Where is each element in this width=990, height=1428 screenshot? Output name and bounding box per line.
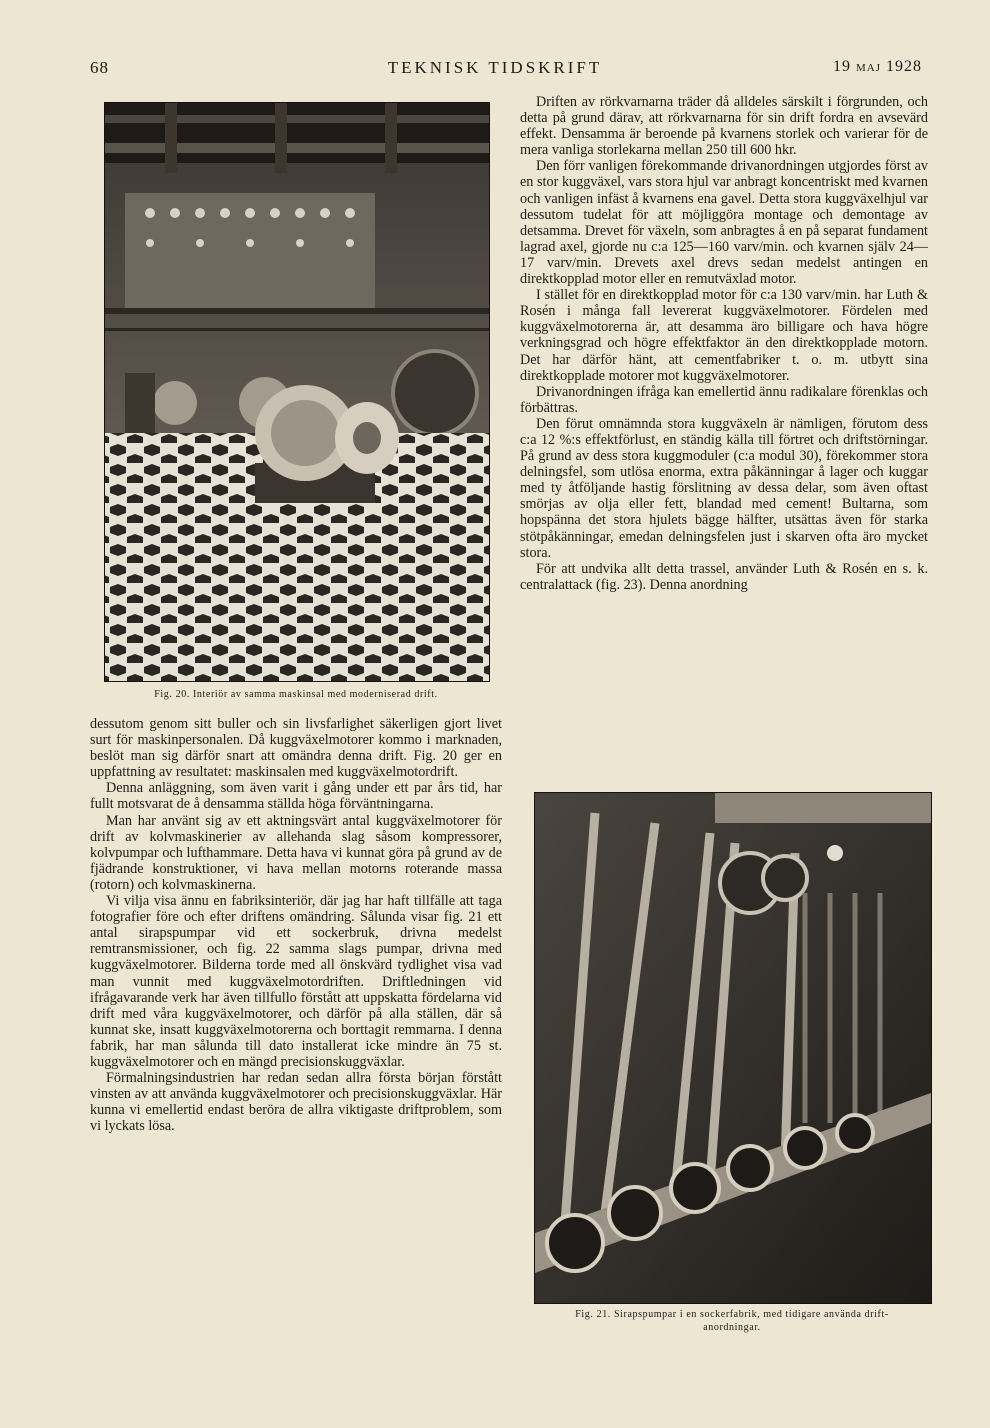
paragraph: Vi vilja visa ännu en fabriksinteriör, där jag har haft tillfälle att taga fotografier före och efter driftens omändring. Sålunda visar fig. 21 ett antal sirapspumpar vid ett sockerbruk, drivna medelst remtransmissioner, och fig. 22 samma slags pumpar, drivna med kuggväxelmotorer. Bilderna torde med all önskvärd tydlighet visa vad man vunnit med kuggväxelmotordriften. Driftledningen vid ifrågavarande verk har även tillfullo förstått att uppskatta fördelarna vid drift med våra kuggväxelmotorer, och därför på alla ställen, där så kunnat ske, insatt kuggväxelmotorerna och borttagit remmarna. I denna fabrik, har man sålunda till dato installerat icke mindre än 75 st. kuggväxelmotorer och en mängd precisionskuggväxlar. [90, 893, 502, 1070]
paragraph: dessutom genom sitt buller och sin livsfarlighet säkerligen gjort livet surt för maskinpersonalen. Då kuggväxelmotorer kommo i marknaden, beslöt man sig därför snart att omändra denna drift. Fig. 20 ger en uppfattning av resultatet: maskinsalen med kuggväxelmotordrift. [90, 716, 502, 781]
journal-title: TEKNISK TIDSKRIFT [387, 58, 603, 77]
date-month: MAJ [855, 62, 881, 74]
left-text-column [90, 716, 502, 1134]
figure-21-photo [534, 792, 932, 1304]
paragraph: Driften av rörkvarnarna träder då alldeles särskilt i förgrunden, och detta på grund därav, att rörkvarnarna för sin drift fordra en avsevärd effekt. Densamma är beroende på kvarnens storlek och varierar för de mera vanliga storlekarna mellan 250 till 600 hkr. [520, 94, 928, 159]
figure-21-caption [534, 1308, 930, 1334]
date-year: 1928 [886, 58, 922, 75]
paragraph: Förmalningsindustrien har redan sedan allra första början förstått vinsten av att använda kuggväxelmotorer och precisionskuggväxlar. Här kunna vi emellertid endast beröra de allra viktigaste driftproblem, som vi lyckats lösa. [90, 1070, 502, 1135]
page-number: 68 [90, 58, 109, 77]
figure-21-caption-line2: anordningar. [703, 1322, 761, 1333]
date-day: 19 [832, 58, 851, 75]
right-text-column [520, 94, 928, 593]
paragraph: Den förut omnämnda stora kuggväxeln är nämligen, förutom dess c:a 12 %:s effektförlust, en ständig källa till förtret och driftstörningar. På grund av dess stora kuggmoduler (c:a modul 30), förekommer stora delningsfel, som utlösa enorma, extra påkänningar å lager och kuggar med ty åtföljande hastig förslitning av dessa delar, som även oftast smörjas av olja eller fett, blandad med cement! Bultarna, som hopspänna det stora hjulets bägge hälfter, utsättas även för starka stötpåkänningar, emedan delningsfelen just i skarven ofta äro mycket stora. [520, 415, 928, 561]
figure-20-photo [104, 102, 490, 682]
paragraph: I stället för en direktkopplad motor för c:a 130 varv/min. har Luth & Rosén i många fall levererat kuggväxelmotorer. Fördelen med kuggväxelmotorerna är, att desamma äro billigare och hava högre verkningsgrad och högre effektfaktor än den direktkopplade motorn. Det har därför hänt, att cementfabriker t. o. m. utbytt sina direktkopplade motorer mot kuggväxelmotorer. [520, 287, 928, 384]
paragraph: För att undvika allt detta trassel, använder Luth & Rosén en s. k. centralattack (fig. 23). Denna anordning [520, 560, 928, 593]
paragraph: Den förr vanligen förekommande drivanordningen utgjordes först av en stor kuggväxel, vars stora hjul var anbragt koncentriskt med kvarnen och vanligen infäst å kvarnens ena gavel. Detta stora kuggväxelhjul var dessutom tudelat för att möjliggöra montage och demontage av detsamma. Drevet för växeln, som anbragtes å en på separat fundament lagrad axel, gjorde nu c:a 125—160 varv/min. och kvarnen själv 24—17 varv/min. Drevets axel drevs sedan medelst antingen en direktkopplad motor eller en remutväxlad motor. [520, 158, 928, 288]
issue-date [833, 58, 922, 76]
paragraph: Drivanordningen ifråga kan emellertid ännu radikalare förenklas och förbättras. [520, 383, 928, 416]
figure-20-caption: Fig. 20. Interiör av samma maskinsal med moderniserad drift. [154, 689, 438, 700]
photo-belt-drive-pumps-icon [535, 793, 931, 1303]
paragraph: Denna anläggning, som även varit i gång under ett par års tid, har fullt motsvarat de å densamma ställda höga förväntningarna. [90, 780, 502, 813]
figure-21-caption-line1: Fig. 21. Sirapspumpar i en sockerfabrik, med tidigare använda drift- [575, 1309, 889, 1320]
photo-machine-hall-icon [105, 103, 489, 681]
paragraph: Man har använt sig av ett aktningsvärt antal kuggväxelmotorer för drift av kolvmaskinerier av allehanda slag såsom kompressorer, kolvpumpar och lufthammare. Detta hava vi kunnat göra på grund av de fjädrande konstruktioner, vi hava mellan motorns roterande massa (rotorn) och kolvmaskinerna. [90, 812, 502, 893]
